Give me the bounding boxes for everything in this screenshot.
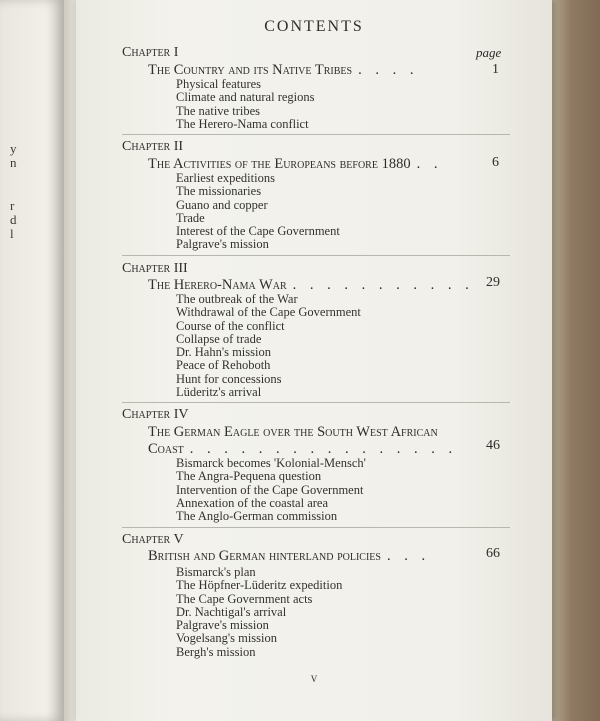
section-item: Hunt for concessions — [176, 371, 282, 386]
contents-page — [76, 0, 552, 721]
chapter-title: The German Eagle over the South West African — [148, 424, 438, 440]
section-item: Bergh's mission — [176, 644, 256, 659]
section-item: Vogelsang's mission — [176, 631, 277, 646]
section-item: Palgrave's mission — [176, 618, 269, 633]
section-item: Physical features — [176, 77, 262, 91]
page-folio: v — [310, 670, 318, 685]
chapter-sections — [176, 566, 342, 659]
section-item: The Anglo-German commission — [176, 509, 338, 524]
chapter-page-number: 1 — [492, 62, 499, 77]
section-item: Dr. Nachtigal's arrival — [176, 604, 287, 619]
book-gutter — [64, 0, 76, 721]
chapter-label: Chapter V — [122, 532, 184, 547]
chapter-sections — [176, 172, 340, 252]
right-edge-surface — [552, 0, 600, 721]
section-item: Peace of Rehoboth — [176, 358, 271, 373]
section-item: Palgrave's mission — [176, 237, 269, 252]
chapter-title: The Herero-Nama War . . . . . . . . . . . — [148, 277, 474, 293]
section-divider — [122, 527, 510, 528]
section-item: Guano and copper — [176, 197, 268, 212]
chapter-sections — [176, 293, 361, 399]
section-item: The missionaries — [176, 184, 262, 199]
section-item: The outbreak of the War — [176, 292, 298, 306]
section-item: Bismarck becomes 'Kolonial-Mensch' — [176, 456, 366, 470]
section-divider — [122, 134, 510, 135]
chapter-title-continued: Coast . . . . . . . . . . . . . . . . — [148, 441, 458, 457]
section-item: The Angra-Pequena question — [176, 469, 322, 484]
section-item: Dr. Hahn's mission — [176, 345, 271, 360]
section-item: Earliest expeditions — [176, 171, 275, 185]
chapter-page-number: 29 — [486, 275, 500, 290]
chapter-label: Chapter III — [122, 261, 188, 276]
chapter-label: Chapter IV — [122, 407, 189, 422]
section-divider — [122, 255, 510, 256]
section-item: Collapse of trade — [176, 331, 262, 346]
section-item: The Höpfner-Lüderitz expedition — [176, 578, 343, 593]
chapter-label: Chapter I — [122, 45, 179, 60]
section-item: Annexation of the coastal area — [176, 495, 329, 510]
left-page-fragment: n — [10, 155, 17, 170]
left-page-fragment: y — [10, 141, 17, 156]
section-item: Bismarck's plan — [176, 565, 256, 579]
chapter-label: Chapter II — [122, 139, 184, 154]
section-item: Interest of the Cape Government — [176, 224, 340, 239]
page-title: CONTENTS — [264, 18, 364, 35]
chapter-title: The Activities of the Europeans before 1880 . . — [148, 156, 443, 172]
chapter-page-number: 6 — [492, 155, 499, 170]
chapter-page-number: 46 — [486, 438, 500, 453]
section-item: Course of the conflict — [176, 318, 285, 333]
section-item: The Cape Government acts — [176, 591, 313, 606]
left-page-fragment: r — [10, 198, 15, 213]
section-item: Withdrawal of the Cape Government — [176, 305, 361, 320]
section-item: Lüderitz's arrival — [176, 385, 262, 400]
chapter-sections — [176, 457, 366, 523]
page-column-label: page — [476, 45, 502, 60]
section-item: Climate and natural regions — [176, 90, 315, 105]
left-page-fragment: d — [10, 212, 17, 227]
section-item: Trade — [176, 210, 205, 225]
section-item: Intervention of the Cape Government — [176, 482, 364, 497]
left-page-edge — [0, 0, 64, 721]
left-page-fragment: l — [10, 226, 14, 241]
chapter-sections — [176, 78, 315, 131]
section-item: The native tribes — [176, 103, 260, 118]
section-divider — [122, 402, 510, 403]
chapter-title: British and German hinterland policies . . . — [148, 548, 431, 564]
chapter-title: The Country and its Native Tribes . . . . — [148, 62, 419, 78]
section-item: The Herero-Nama conflict — [176, 116, 309, 131]
chapter-page-number: 66 — [486, 546, 500, 561]
